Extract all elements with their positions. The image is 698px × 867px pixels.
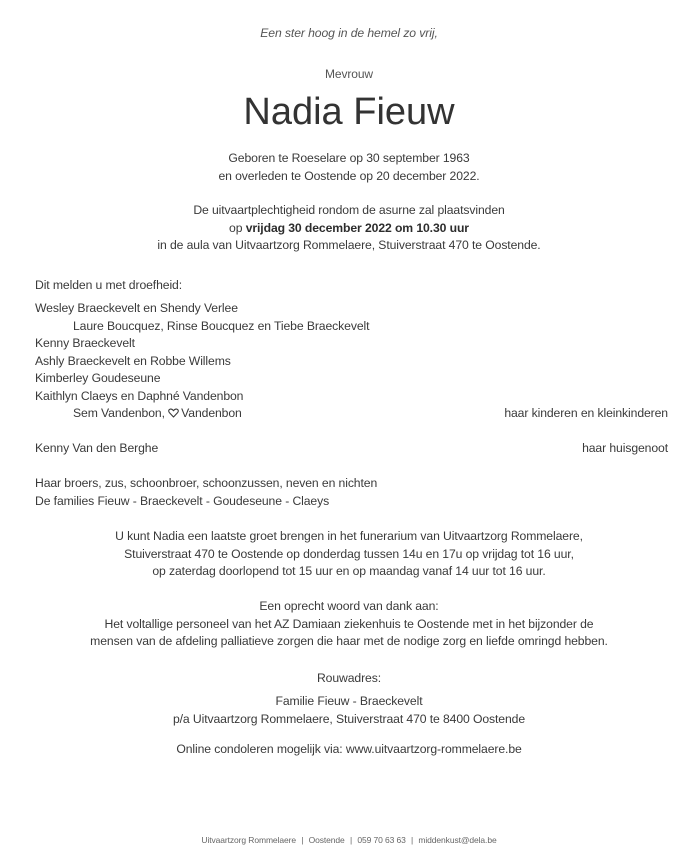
ceremony-block xyxy=(0,202,698,255)
footer-separator: | xyxy=(301,835,304,845)
children-relation: haar kinderen en kleinkinderen xyxy=(504,406,668,420)
footer-separator: | xyxy=(411,835,414,845)
birth-line: Geboren te Roeselare op 30 september 1963 xyxy=(228,151,470,165)
partner-row xyxy=(35,440,668,458)
mourners-intro: Dit melden u met droefheid: xyxy=(35,278,183,292)
partner-block xyxy=(35,440,668,458)
ceremony-date-prefix: op xyxy=(229,220,246,235)
list-item: Ashly Braeckevelt en Robbe Willems xyxy=(35,353,231,368)
visitation-line-3: op zaterdag doorlopend tot 15 uur en op maandag vanaf 14 uur tot 16 uur. xyxy=(152,564,546,578)
title-prefix: Mevrouw xyxy=(325,67,373,81)
list-item: Kenny Braeckevelt xyxy=(35,336,135,350)
visitation-block xyxy=(0,528,698,581)
online-condolences: Online condoleren mogelijk via: www.uitvaartzorg-rommelaere.be xyxy=(176,742,522,756)
list-item: Kimberley Goudeseune xyxy=(35,371,161,385)
death-line: en overleden te Oostende op 20 december 2022. xyxy=(218,168,480,183)
address-heading: Rouwadres: xyxy=(316,671,382,685)
relatives-line-1: Haar broers, zus, schoonbroer, schoonzussen, neven en nichten xyxy=(35,476,378,490)
visitation-line-1: U kunt Nadia een laatste groet brengen in het funerarium van Uitvaartzorg Rommelaere, xyxy=(115,529,583,543)
partner-relation: haar huisgenoot xyxy=(582,441,668,455)
online-condolences-block xyxy=(0,741,698,759)
list-item: Wesley Braeckevelt en Shendy Verlee xyxy=(35,301,238,315)
address-heading-block xyxy=(0,670,698,688)
thanks-line-1: Het voltallige personeel van het AZ Damiaan ziekenhuis te Oostende met in het bijzonder de xyxy=(104,616,594,631)
thanks-line-2: mensen van de afdeling palliatieve zorgen die haar met de nodige zorg en liefde omringd hebben. xyxy=(90,634,608,648)
relatives-line-2: De families Fieuw - Braeckevelt - Goudeseune - Claeys xyxy=(35,493,330,508)
address-block xyxy=(0,693,698,728)
visitation-line-2: Stuiverstraat 470 te Oostende op donderdag tussen 14u en 17u op vrijdag tot 16 uur, xyxy=(124,546,574,561)
footer-separator: | xyxy=(349,835,353,845)
ceremony-line-1: De uitvaartplechtigheid rondom de asurne zal plaatsvinden xyxy=(193,203,505,217)
motto: Een ster hoog in de hemel zo vrij, xyxy=(260,26,438,40)
address-line-1: Familie Fieuw - Braeckevelt xyxy=(275,694,423,708)
heart-outline-icon xyxy=(168,406,179,416)
partner-name: Kenny Van den Berghe xyxy=(35,441,159,455)
list-item: Kaithlyn Claeys en Daphné Vandenbon xyxy=(35,388,244,403)
ceremony-line-2 xyxy=(0,220,698,238)
footer-city: Oostende xyxy=(308,835,345,845)
footer-email: middenkust@dela.be xyxy=(418,835,497,845)
address-line-2: p/a Uitvaartzorg Rommelaere, Stuiverstraat 470 te 8400 Oostende xyxy=(172,711,526,726)
ceremony-line-3: in de aula van Uitvaartzorg Rommelaere, Stuiverstraat 470 te Oostende. xyxy=(157,238,541,252)
deceased-name: Nadia Fieuw xyxy=(243,91,455,133)
list-item: Laure Boucquez, Rinse Boucquez en Tiebe Braeckevelt xyxy=(73,318,370,333)
relatives-block xyxy=(35,475,668,510)
children-list xyxy=(35,300,668,423)
ceremony-date: vrijdag 30 december 2022 om 10.30 uur xyxy=(245,220,469,235)
footer-company: Uitvaartzorg Rommelaere xyxy=(201,835,296,845)
thanks-heading: Een oprecht woord van dank aan: xyxy=(259,599,439,613)
list-item: Sem Vandenbon, Vandenbon haar kinderen en kleinkinderen xyxy=(35,405,668,423)
birth-death-block xyxy=(0,150,698,185)
thanks-block xyxy=(0,598,698,651)
footer-phone: 059 70 63 63 xyxy=(357,835,406,845)
mourners-intro-block xyxy=(35,277,668,295)
footer xyxy=(0,835,698,845)
